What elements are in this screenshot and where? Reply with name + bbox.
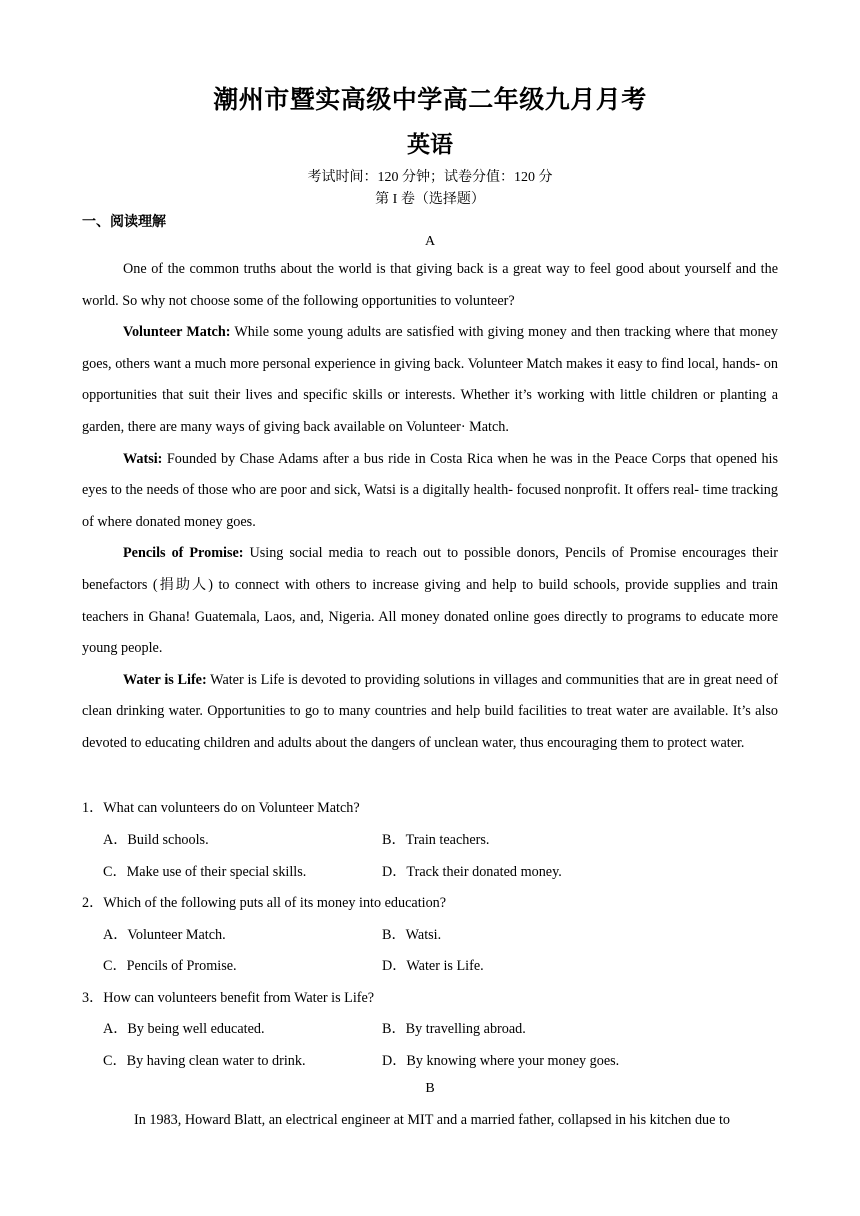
question-option: C．By having clean water to drink. bbox=[103, 1053, 306, 1069]
question-option: D．Water is Life. bbox=[382, 958, 484, 974]
school-exam-title: 潮州市暨实高级中学高二年级九月月考 bbox=[213, 85, 647, 114]
passage-a-body bbox=[82, 254, 778, 760]
item-name: Pencils of Promise: bbox=[123, 545, 244, 562]
item-name: Water is Life: bbox=[123, 671, 207, 688]
item-text: Founded by Chase Adams after a bus ride in Costa Rica when he was in the Peace Corps that opened his eyes to the needs of those who are poor and sick, Watsi is a digitally health- focused nonprofit. It offers real- time tracking of where donated money goes. bbox=[82, 450, 778, 530]
passage-a-item bbox=[82, 538, 778, 664]
question-option: B．By travelling abroad. bbox=[382, 1021, 526, 1037]
passage-b-label: B bbox=[425, 1081, 435, 1096]
subject-title: 英语 bbox=[407, 131, 453, 158]
question-option: A．Build schools. bbox=[103, 832, 209, 848]
question-option: A．By being well educated. bbox=[103, 1021, 265, 1037]
question-option: D．By knowing where your money goes. bbox=[382, 1053, 620, 1069]
question-option: D．Track their donated money. bbox=[382, 864, 562, 880]
section-title: 一、阅读理解 bbox=[82, 214, 166, 230]
volume-label: 第 I 卷（选择题） bbox=[375, 192, 485, 207]
question-option: B．Train teachers. bbox=[382, 832, 490, 848]
passage-a-item bbox=[82, 317, 778, 443]
passage-a-label: A bbox=[424, 234, 436, 249]
item-name: Watsi: bbox=[123, 450, 163, 467]
item-text: Water is Life is devoted to providing solutions in villages and communities that are in great need of clean drinking water. Opportunities to go to many countries and help build facilities to treat water are available. It’s also devoted to educating children and adults about the dangers of unclean water, thus encouraging them to protect water. bbox=[82, 671, 778, 751]
passage-a-intro: One of the common truths about the world is that giving back is a great way to feel good about yourself and the world. So why not choose some of the following opportunities to volunteer? bbox=[82, 261, 778, 309]
question-stem: 2．Which of the following puts all of its money into education? bbox=[82, 895, 447, 911]
item-text: While some young adults are satisfied with giving money and then tracking where that money goes, others want a much more personal experience in giving back. Volunteer Match makes it easy to find local, hands- on opportunities that suit their lives and specific skills or interests. Whether it’s working with little children or planting a garden, there are many ways of giving back available on Volunteer· Match. bbox=[82, 324, 778, 435]
question-stem: 3．How can volunteers benefit from Water is Life? bbox=[82, 990, 375, 1006]
question-option: A．Volunteer Match. bbox=[103, 927, 226, 943]
question-option: B．Watsi. bbox=[382, 927, 442, 943]
item-name: Volunteer Match: bbox=[123, 324, 231, 341]
question-option: C．Pencils of Promise. bbox=[103, 958, 237, 974]
exam-info: 考试时间：120 分钟；试卷分值：120 分 bbox=[307, 170, 553, 185]
item-text: Using social media to reach out to possible donors, Pencils of Promise encourages their benefactors (捐助人) to connect with others to increase giving and help to build schools, provide supplies and train teachers in Ghana! Guatemala, Laos, and, Nigeria. All money donated online goes directly to programs to educate more young people. bbox=[82, 545, 778, 657]
question-option: C．Make use of their special skills. bbox=[103, 864, 307, 880]
passage-a-item bbox=[82, 665, 778, 760]
question-stem: 1．What can volunteers do on Volunteer Match? bbox=[82, 800, 360, 816]
passage-a-item bbox=[82, 444, 778, 539]
passage-b-first-line: In 1983, Howard Blatt, an electrical engineer at MIT and a married father, collapsed in his kitchen due to bbox=[134, 1112, 731, 1128]
